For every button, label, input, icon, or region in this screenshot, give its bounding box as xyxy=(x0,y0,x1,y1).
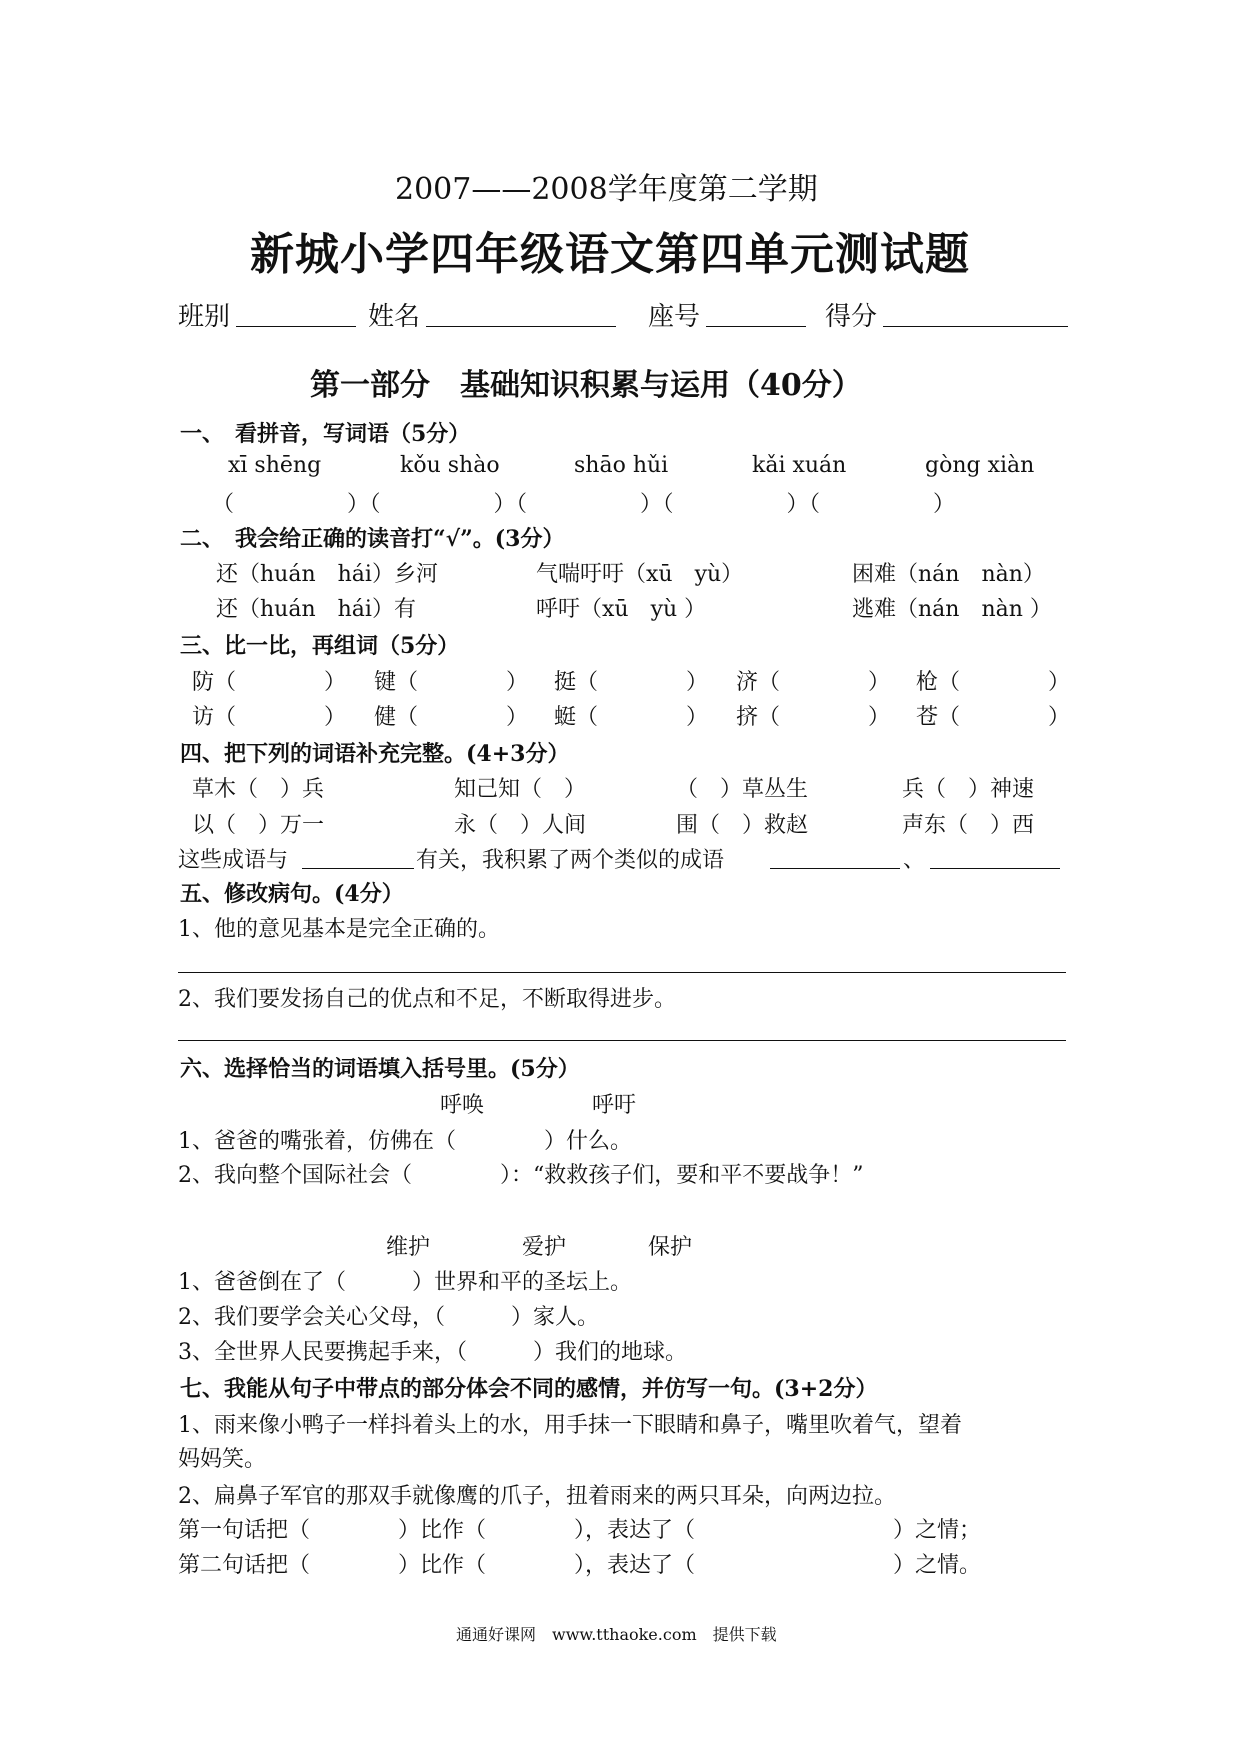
q3-row2-5[interactable]: 苍（ ） xyxy=(916,705,1071,730)
q4-row1-4[interactable]: 兵（ ）神速 xyxy=(902,777,1035,802)
q6-sentence-1[interactable]: 1、爸爸的嘴张着，仿佛在（ ）什么。 xyxy=(178,1129,632,1154)
q3-row1-4[interactable]: 济（ ） xyxy=(736,670,891,695)
field-name-blank[interactable] xyxy=(426,326,616,327)
q3-row1-5[interactable]: 枪（ ） xyxy=(916,670,1071,695)
q1-pinyin-3: shāo hǔi xyxy=(574,453,669,478)
field-class-label: 班别 xyxy=(178,302,231,332)
part1-title: 第一部分 基础知识积累与运用（40分） xyxy=(310,368,862,403)
q1-pinyin-5: gòng xiàn xyxy=(925,453,1035,478)
q4-row2-3[interactable]: 围（ ）救赵 xyxy=(676,813,809,838)
q7-sentence-1a: 1、雨来像小鸭子一样抖着头上的水，用手抹一下眼睛和鼻子，嘴里吹着气，望着 xyxy=(178,1413,962,1438)
q6-word-2: 呼吁 xyxy=(592,1093,637,1118)
q1-title: 一、 看拼音，写词语（5分） xyxy=(180,421,471,447)
q5-title: 五、修改病句。(4分） xyxy=(180,881,404,907)
field-name-label: 姓名 xyxy=(368,302,421,332)
q7-sentence-2: 2、扁鼻子军官的那双手就像鹰的爪子，扭着雨来的两只耳朵，向两边拉。 xyxy=(178,1484,896,1509)
q2-item-3[interactable]: 困难（nán nàn） xyxy=(852,562,1045,587)
q3-row2-3[interactable]: 蜓（ ） xyxy=(554,705,709,730)
field-seat-blank[interactable] xyxy=(706,326,806,327)
q5-sentence-1: 1、他的意见基本是完全正确的。 xyxy=(178,917,500,942)
q2-item-2[interactable]: 气喘吁吁（xū yù） xyxy=(536,562,744,587)
q1-answer-brackets[interactable]: （ ）（ ）（ ）（ ）（ ） xyxy=(212,492,956,517)
q5-sentence-2: 2、我们要发扬自己的优点和不足，不断取得进步。 xyxy=(178,987,676,1012)
q4-summary-b: 有关，我积累了两个类似的成语 xyxy=(416,848,725,873)
q6-word-3: 维护 xyxy=(386,1235,431,1260)
q6-title: 六、选择恰当的词语填入括号里。(5分） xyxy=(180,1056,580,1082)
q4-row2-1[interactable]: 以（ ）万一 xyxy=(192,813,325,838)
footer-credit: 通通好课网 www.tthaoke.com 提供下载 xyxy=(456,1625,777,1644)
term-line: 2007——2008学年度第二学期 xyxy=(395,172,818,207)
q6-sentence-2[interactable]: 2、我向整个国际社会（ ）：“救救孩子们，要和平不要战争！” xyxy=(178,1163,864,1188)
field-class-blank[interactable] xyxy=(236,326,356,327)
q6-word-1: 呼唤 xyxy=(440,1093,485,1118)
q4-row1-1[interactable]: 草木（ ）兵 xyxy=(192,777,325,802)
q1-pinyin-2: kǒu shào xyxy=(400,453,500,478)
q5-answer-line-1[interactable] xyxy=(178,972,1066,973)
q1-pinyin-4: kǎi xuán xyxy=(752,453,847,478)
q6-sentence-5[interactable]: 3、全世界人民要携起手来，（ ）我们的地球。 xyxy=(178,1340,687,1365)
q3-row2-4[interactable]: 挤（ ） xyxy=(736,705,891,730)
q4-row1-3[interactable]: （ ）草丛生 xyxy=(676,777,809,802)
field-score-label: 得分 xyxy=(825,302,878,332)
q4-summary-blank-2[interactable] xyxy=(770,868,900,869)
q3-row1-3[interactable]: 挺（ ） xyxy=(554,670,709,695)
q4-row2-4[interactable]: 声东（ ）西 xyxy=(902,813,1035,838)
q7-sentence-1b: 妈妈笑。 xyxy=(178,1447,267,1472)
q4-summary-sep: 、 xyxy=(903,848,926,873)
q3-title: 三、比一比，再组词（5分） xyxy=(180,633,460,659)
q3-row2-2[interactable]: 健（ ） xyxy=(374,705,529,730)
q1-pinyin-1: xī shēng xyxy=(228,453,322,478)
q4-row2-2[interactable]: 永（ ）人间 xyxy=(454,813,587,838)
q4-title: 四、把下列的词语补充完整。(4+3分） xyxy=(180,741,570,767)
q2-item-6[interactable]: 逃难（nán nàn ） xyxy=(852,597,1052,622)
q6-sentence-3[interactable]: 1、爸爸倒在了（ ）世界和平的圣坛上。 xyxy=(178,1270,632,1295)
field-score-blank[interactable] xyxy=(883,326,1068,327)
q6-sentence-4[interactable]: 2、我们要学会关心父母，（ ）家人。 xyxy=(178,1305,599,1330)
q7-fill-2[interactable]: 第二句话把（ ）比作（ ），表达了（ ）之情。 xyxy=(178,1553,982,1578)
q4-summary-blank-3[interactable] xyxy=(930,868,1060,869)
field-seat-label: 座号 xyxy=(648,302,701,332)
q6-word-5: 保护 xyxy=(648,1235,693,1260)
q4-row1-2[interactable]: 知己知（ ） xyxy=(454,777,587,802)
q3-row1-1[interactable]: 防（ ） xyxy=(192,670,347,695)
q5-answer-line-2[interactable] xyxy=(178,1040,1066,1041)
page-title: 新城小学四年级语文第四单元测试题 xyxy=(250,229,970,280)
q4-summary-a: 这些成语与 xyxy=(178,848,289,873)
q6-word-4: 爱护 xyxy=(522,1235,567,1260)
q3-row1-2[interactable]: 键（ ） xyxy=(374,670,529,695)
q7-fill-1[interactable]: 第一句话把（ ）比作（ ），表达了（ ）之情； xyxy=(178,1518,982,1543)
q2-item-4[interactable]: 还（huán hái）有 xyxy=(216,597,416,622)
q7-title: 七、我能从句子中带点的部分体会不同的感情，并仿写一句。(3+2分） xyxy=(180,1376,878,1402)
q2-title: 二、 我会给正确的读音打“√”。(3分） xyxy=(180,526,565,552)
q2-item-1[interactable]: 还（huán hái）乡河 xyxy=(216,562,438,587)
q2-item-5[interactable]: 呼吁（xū yù ） xyxy=(536,597,707,622)
q4-summary-blank-1[interactable] xyxy=(302,868,414,869)
q3-row2-1[interactable]: 访（ ） xyxy=(192,705,347,730)
